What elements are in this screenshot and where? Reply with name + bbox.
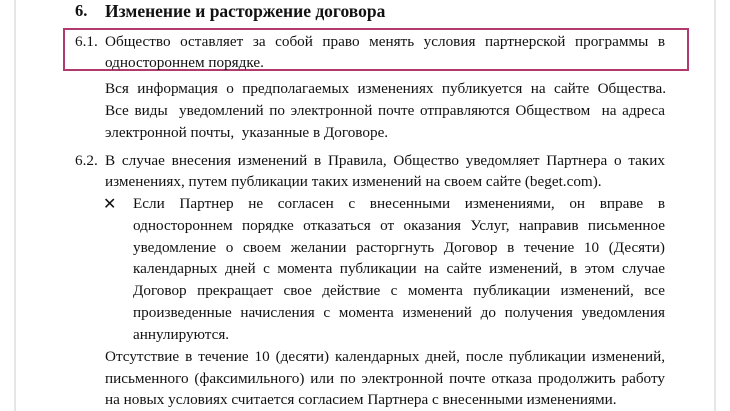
clause-6-1-line-2: одностороннем порядке. (105, 54, 264, 71)
page-edge-left (14, 0, 16, 411)
final-line-3: на новых условиях считается согласием Партнера с внесенными изменениями. (105, 391, 617, 408)
bullet-line-2: одностороннем порядке отказаться от оказания Услуг, направив письменное (133, 217, 665, 234)
bullet-line-7: аннулируются. (133, 326, 230, 343)
info-line-2: Все виды уведомлений по электронной почте отправляются Обществом на адреса (105, 102, 665, 119)
section-title: Изменение и расторжение договора (105, 1, 386, 21)
section-number: 6. (75, 1, 88, 20)
clause-6-2-number: 6.2. (75, 152, 98, 169)
page-edge-right (714, 0, 716, 411)
final-line-1: Отсутствие в течение 10 (десяти) календарных дней, после публикации изменений, (105, 348, 665, 365)
bullet-line-4: календарных дней с момента публикации на сайте изменений, в этом случае (133, 260, 665, 277)
clause-6-2-line-2: изменениях, путем публикации таких изменений на своем сайте (beget.com). (105, 173, 602, 190)
bullet-line-1: Если Партнер не согласен с внесенными изменениями, он вправе в (133, 195, 665, 212)
bullet-line-3: уведомление о своем желании расторгнуть Договор в течение 10 (Десяти) (133, 239, 665, 256)
cross-bullet-icon: ✕ (103, 194, 117, 213)
info-line-3: электронной почты, указанные в Договоре. (105, 124, 389, 141)
clause-6-2-line-1: В случае внесения изменений в Правила, Общество уведомляет Партнера о таких (105, 152, 665, 169)
info-line-1: Вся информация о предполагаемых изменениях публикуется на сайте Общества. (105, 80, 666, 97)
bullet-line-6: произведенные начисления с момента изменений до получения уведомления (133, 304, 665, 321)
clause-6-1-number: 6.1. (75, 33, 98, 50)
final-line-2: письменного (факсимильного) или по электронной почте отказа продолжить работу (105, 370, 665, 387)
clause-6-1-line-1: Общество оставляет за собой право менять условия партнерской программы в (105, 33, 665, 50)
bullet-line-5: Договор прекращает свое действие с момента публикации изменений, все (133, 282, 665, 299)
